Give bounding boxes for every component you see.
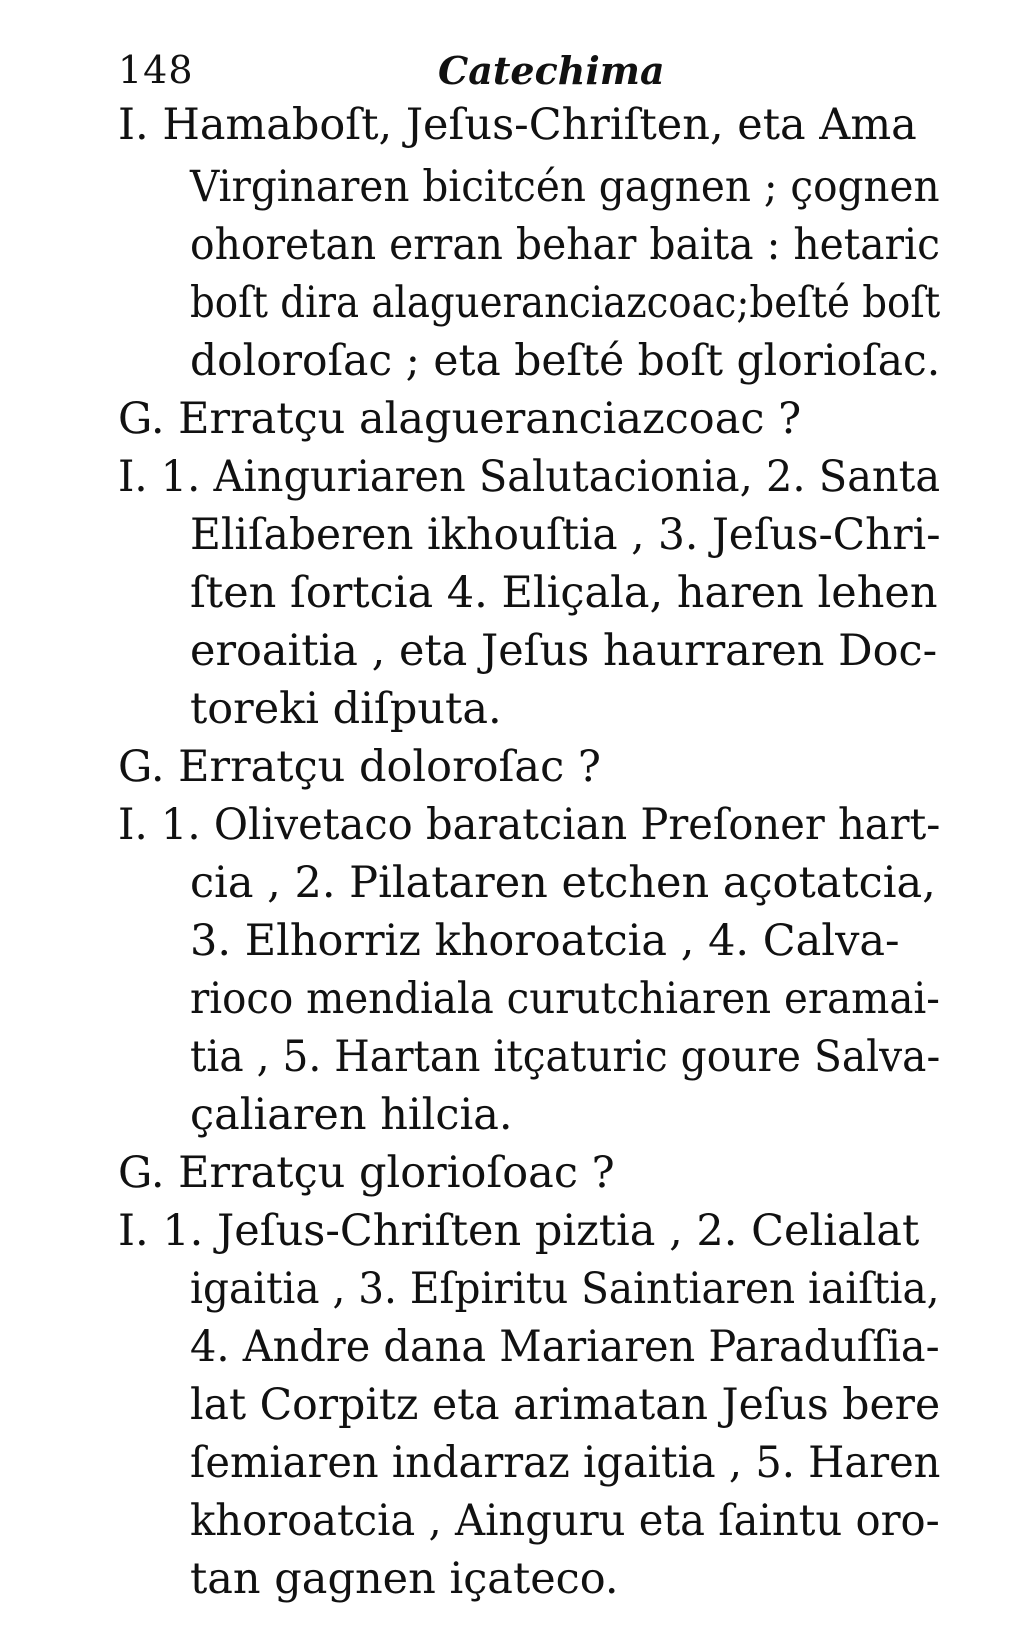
text-line: eroaitia , eta Jeſus haurraren Doc- [190,626,938,676]
text-line: ſten ſortcia 4. Eliçala, haren lehen [190,568,938,618]
text-line: Virginaren bicitcén gagnen ; çognen [190,162,940,212]
text-line: ohoretan erran behar baita : hetaric [190,220,940,270]
text-line: tia , 5. Hartan itçaturic goure Salva- [190,1032,941,1082]
text-line: rioco mendiala curutchiaren eramai- [190,974,940,1024]
text-line: igaitia , 3. Eſpiritu Saintiaren iaiſtia, [190,1264,940,1314]
text-line: cia , 2. Pilataren etchen açotatcia, [190,858,936,908]
text-line: I. 1. Ainguriaren Salutacionia, 2. Santa [118,452,941,502]
text-line: ſemiaren indarraz igaitia , 5. Haren [190,1438,941,1488]
text-line: khoroatcia , Ainguru eta ſaintu oro- [190,1496,940,1546]
text-line: Eliſaberen ikhouſtia , 3. Jeſus-Chri- [190,510,941,560]
text-line: 4. Andre dana Mariaren Paraduſſia- [190,1322,940,1372]
text-line: I. 1. Olivetaco baratcian Preſoner hart- [118,800,941,850]
text-line: 3. Elhorriz khoroatcia , 4. Calva- [190,916,900,966]
text-line: doloroſac ; eta beſté boſt glorioſac. [190,336,941,386]
page-number: 148 [118,48,194,92]
text-line: lat Corpitz eta arimatan Jeſus bere [190,1380,941,1430]
text-line: toreki diſputa. [190,684,502,734]
running-head: Catechima [438,48,665,93]
text-line: G. Erratçu alagueranciazcoac ? [118,394,802,444]
text-line: I. 1. Jeſus-Chriſten piztia , 2. Celialat [118,1206,920,1256]
text-line: G. Erratçu doloroſac ? [118,742,601,792]
text-line: tan gagnen içateco. [190,1554,619,1604]
text-line: I. Hamaboſt, Jeſus-Chriſten, eta Ama [118,100,917,150]
text-line: çaliaren hilcia. [190,1090,513,1140]
text-line: G. Erratçu glorioſoac ? [118,1148,615,1198]
text-line: boſt dira alagueranciazcoac;beſté boſt [190,278,941,328]
